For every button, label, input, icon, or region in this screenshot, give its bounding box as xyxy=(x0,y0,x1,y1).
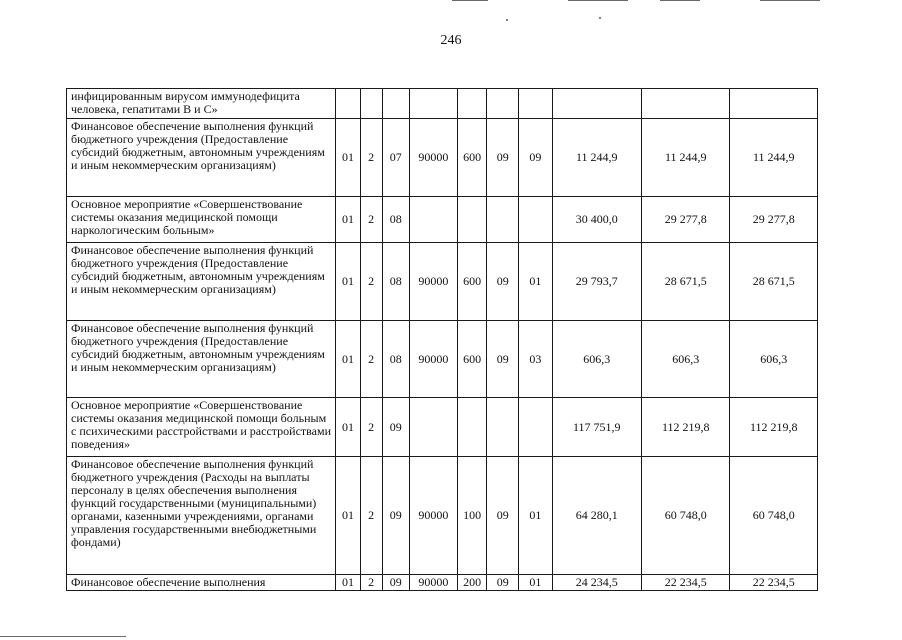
table-row xyxy=(67,243,818,321)
code-program: 01 xyxy=(336,457,360,575)
row-description: Финансовое обеспечение выполнения xyxy=(67,575,336,591)
scan-dot xyxy=(599,17,601,19)
amount-year-2: 606,3 xyxy=(641,321,729,398)
scan-edge-line xyxy=(0,636,126,637)
row-description: Основное мероприятие «Совершенствование системы оказания медицинской помощи наркологическим больным» xyxy=(67,197,336,243)
code-subsection: 01 xyxy=(519,457,552,575)
amount-year-2 xyxy=(641,89,729,119)
table-row xyxy=(67,321,818,398)
code-direction xyxy=(409,89,457,119)
code-measure: 09 xyxy=(382,398,409,457)
code-subsection xyxy=(519,197,552,243)
code-expense-type: 600 xyxy=(458,321,487,398)
code-direction: 90000 xyxy=(409,321,457,398)
amount-year-1 xyxy=(552,89,641,119)
code-subprogram xyxy=(360,89,382,119)
code-program xyxy=(336,89,360,119)
code-subsection xyxy=(519,89,552,119)
code-direction: 90000 xyxy=(409,457,457,575)
code-measure xyxy=(382,89,409,119)
code-section: 09 xyxy=(487,119,519,197)
code-program: 01 xyxy=(336,575,360,591)
code-program: 01 xyxy=(336,398,360,457)
code-subprogram: 2 xyxy=(360,575,382,591)
amount-year-3 xyxy=(730,89,818,119)
amount-year-1: 11 244,9 xyxy=(552,119,641,197)
code-program: 01 xyxy=(336,321,360,398)
table-row xyxy=(67,89,818,119)
code-subsection: 01 xyxy=(519,575,552,591)
amount-year-2: 28 671,5 xyxy=(641,243,729,321)
code-section: 09 xyxy=(487,575,519,591)
amount-year-1: 30 400,0 xyxy=(552,197,641,243)
amount-year-3: 112 219,8 xyxy=(730,398,818,457)
code-direction xyxy=(409,398,457,457)
code-measure: 08 xyxy=(382,197,409,243)
row-description: Финансовое обеспечение выполнения функций бюджетного учреждения (Предоставление субсидий бюджетным, автономным учреждениям и иным некоммерческим организациям) xyxy=(67,321,336,398)
scan-edge-line xyxy=(760,0,820,1)
code-program: 01 xyxy=(336,243,360,321)
code-measure: 08 xyxy=(382,321,409,398)
code-subprogram: 2 xyxy=(360,243,382,321)
code-subprogram: 2 xyxy=(360,197,382,243)
code-section: 09 xyxy=(487,457,519,575)
table-row xyxy=(67,197,818,243)
code-measure: 09 xyxy=(382,575,409,591)
code-program: 01 xyxy=(336,197,360,243)
amount-year-1: 117 751,9 xyxy=(552,398,641,457)
row-description: Финансовое обеспечение выполнения функций бюджетного учреждения (Предоставление субсидий бюджетным, автономным учреждениям и иным некоммерческим организациям) xyxy=(67,243,336,321)
code-subsection xyxy=(519,398,552,457)
code-subprogram: 2 xyxy=(360,119,382,197)
row-description: Финансовое обеспечение выполнения функций бюджетного учреждения (Предоставление субсидий бюджетным, автономным учреждениям и иным некоммерческим организациям) xyxy=(67,119,336,197)
code-direction xyxy=(409,197,457,243)
page-number: 246 xyxy=(440,33,462,48)
code-expense-type: 100 xyxy=(458,457,487,575)
code-section xyxy=(487,197,519,243)
amount-year-1: 24 234,5 xyxy=(552,575,641,591)
amount-year-3: 22 234,5 xyxy=(730,575,818,591)
code-measure: 08 xyxy=(382,243,409,321)
budget-table xyxy=(66,88,818,591)
amount-year-2: 112 219,8 xyxy=(641,398,729,457)
code-expense-type: 600 xyxy=(458,119,487,197)
amount-year-2: 60 748,0 xyxy=(641,457,729,575)
code-expense-type: 200 xyxy=(458,575,487,591)
amount-year-2: 29 277,8 xyxy=(641,197,729,243)
code-subsection: 03 xyxy=(519,321,552,398)
scan-edge-line xyxy=(660,0,700,1)
amount-year-2: 22 234,5 xyxy=(641,575,729,591)
amount-year-1: 64 280,1 xyxy=(552,457,641,575)
amount-year-1: 606,3 xyxy=(552,321,641,398)
table-row xyxy=(67,457,818,575)
code-measure: 07 xyxy=(382,119,409,197)
code-direction: 90000 xyxy=(409,575,457,591)
table-body xyxy=(67,89,818,591)
row-description: Финансовое обеспечение выполнения функций бюджетного учреждения (Расходы на выплаты персоналу в целях обеспечения выполнения функций государственными (муниципальными) органами, казенными учреждениями, органами управления государственными внебюджетными фондами) xyxy=(67,457,336,575)
code-expense-type xyxy=(458,89,487,119)
code-direction: 90000 xyxy=(409,119,457,197)
row-description: Основное мероприятие «Совершенствование системы оказания медицинской помощи больным с психическими расстройствами и расстройствами поведения» xyxy=(67,398,336,457)
table-row xyxy=(67,398,818,457)
amount-year-3: 29 277,8 xyxy=(730,197,818,243)
amount-year-3: 60 748,0 xyxy=(730,457,818,575)
code-measure: 09 xyxy=(382,457,409,575)
code-direction: 90000 xyxy=(409,243,457,321)
code-section: 09 xyxy=(487,243,519,321)
code-subprogram: 2 xyxy=(360,457,382,575)
amount-year-1: 29 793,7 xyxy=(552,243,641,321)
code-subprogram: 2 xyxy=(360,321,382,398)
amount-year-3: 28 671,5 xyxy=(730,243,818,321)
code-subprogram: 2 xyxy=(360,398,382,457)
code-expense-type xyxy=(458,398,487,457)
scan-edge-line xyxy=(452,0,488,1)
amount-year-3: 11 244,9 xyxy=(730,119,818,197)
code-subsection: 09 xyxy=(519,119,552,197)
code-section: 09 xyxy=(487,321,519,398)
amount-year-3: 606,3 xyxy=(730,321,818,398)
code-expense-type xyxy=(458,197,487,243)
code-section xyxy=(487,398,519,457)
code-program: 01 xyxy=(336,119,360,197)
table-row xyxy=(67,119,818,197)
table-row xyxy=(67,575,818,591)
code-section xyxy=(487,89,519,119)
amount-year-2: 11 244,9 xyxy=(641,119,729,197)
code-expense-type: 600 xyxy=(458,243,487,321)
scan-dot xyxy=(506,19,508,21)
code-subsection: 01 xyxy=(519,243,552,321)
row-description: инфицированным вирусом иммунодефицита человека, гепатитами В и С» xyxy=(67,89,336,119)
scan-edge-line xyxy=(568,0,628,1)
